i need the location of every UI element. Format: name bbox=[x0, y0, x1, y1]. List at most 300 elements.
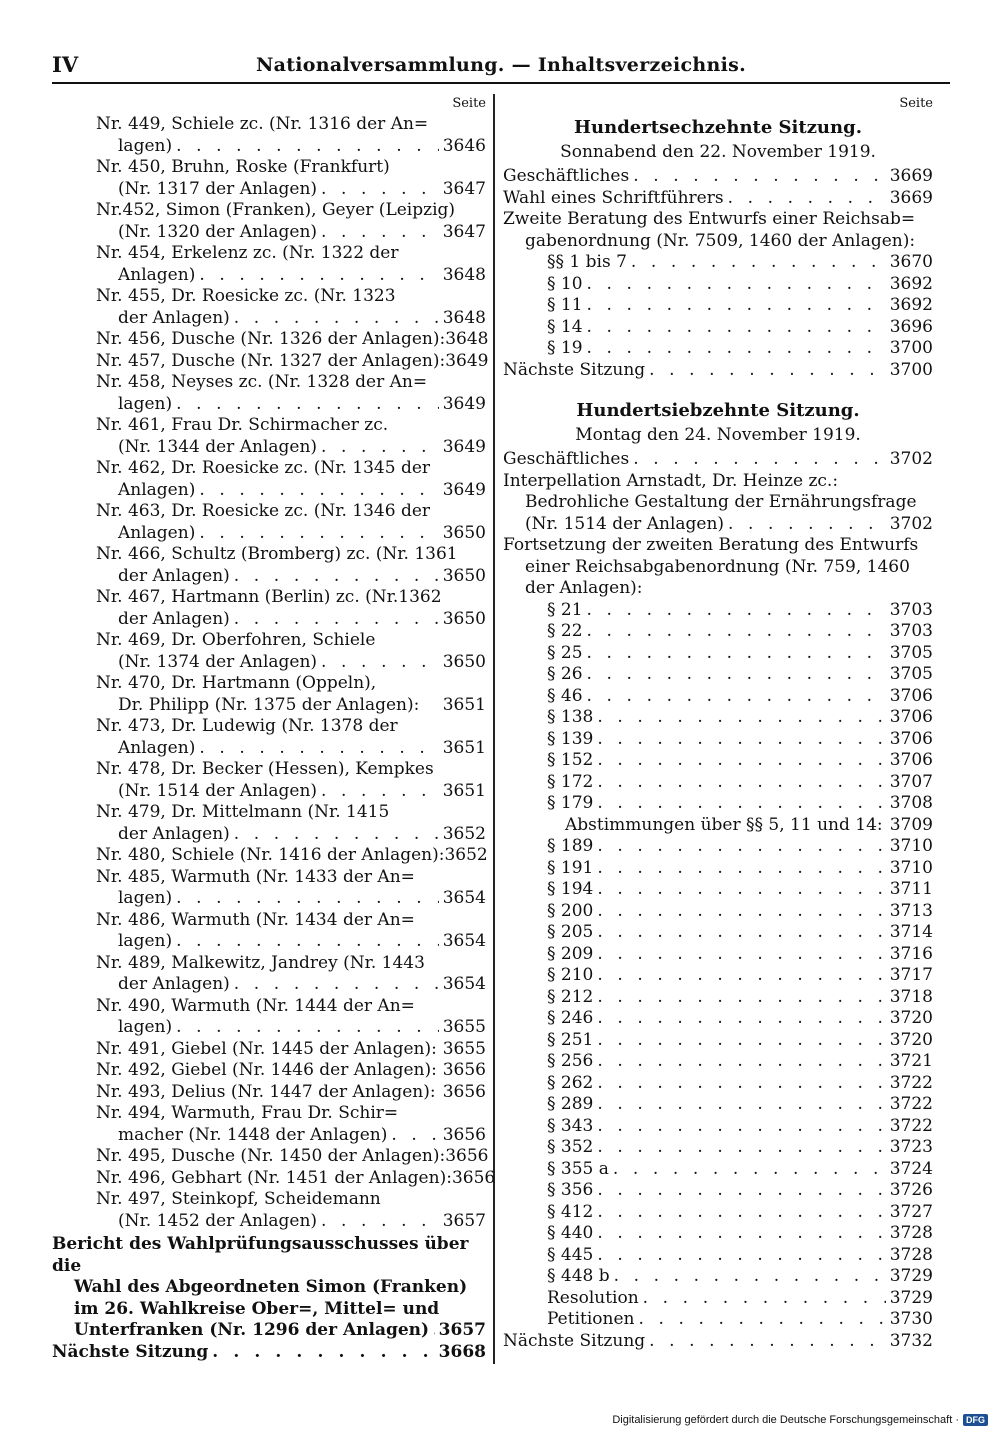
paragraph-entry bbox=[503, 707, 933, 729]
page-ref: 3656 bbox=[442, 1124, 486, 1145]
toc-line bbox=[96, 1039, 486, 1061]
beratung-line: gabenordnung (Nr. 7509, 1460 der Anlagen): bbox=[525, 230, 916, 251]
page-ref: 3652 bbox=[444, 845, 488, 865]
page-ref: 3706 bbox=[889, 685, 933, 706]
paragraph-entry bbox=[503, 1073, 933, 1095]
item-label: Anlagen) bbox=[118, 522, 196, 543]
toc-line bbox=[96, 845, 486, 867]
page-ref: 3721 bbox=[889, 1051, 933, 1071]
fortsetzung-line: der Anlagen): bbox=[525, 578, 643, 598]
page-ref: 3713 bbox=[889, 900, 933, 921]
page-ref: 3729 bbox=[889, 1266, 933, 1286]
item-label: Anlagen) bbox=[118, 264, 196, 285]
paragraph-entry bbox=[503, 1051, 933, 1073]
item-label: § 138 bbox=[547, 707, 594, 727]
item-label: § 11 bbox=[547, 295, 583, 315]
leader-dots bbox=[199, 523, 438, 545]
leader-dots bbox=[597, 922, 885, 944]
item-label: Resolution bbox=[547, 1287, 639, 1308]
item-label: lagen) bbox=[118, 888, 173, 908]
item-label: § 440 bbox=[547, 1223, 594, 1243]
leader-dots bbox=[728, 514, 886, 536]
toc-line bbox=[96, 781, 486, 803]
toc-entry bbox=[52, 329, 489, 351]
toc-line bbox=[96, 1167, 496, 1190]
leader-dots bbox=[321, 652, 439, 674]
leader-dots bbox=[321, 1211, 439, 1233]
paragraph-entry bbox=[503, 295, 933, 317]
entry-first-line: Nr. 450, Bruhn, Roske (Frankfurt) bbox=[96, 157, 390, 177]
leader-dots bbox=[597, 944, 885, 966]
page-ref: 3706 bbox=[889, 750, 933, 770]
entry-first-line: Nr.452, Simon (Franken), Geyer (Leipzig) bbox=[96, 200, 456, 220]
page-ref: 3696 bbox=[889, 316, 933, 337]
naechste-label: Nächste Sitzung bbox=[503, 359, 646, 380]
item-label: § 152 bbox=[547, 750, 594, 770]
left-column bbox=[52, 94, 496, 1363]
entry-first-line: Nr. 485, Warmuth (Nr. 1433 der An= bbox=[96, 866, 415, 887]
page-ref: 3652 bbox=[442, 823, 486, 844]
item-label: § 289 bbox=[547, 1094, 594, 1114]
item-label: § 194 bbox=[547, 879, 594, 899]
toc-line bbox=[96, 136, 486, 158]
paragraph-entry bbox=[503, 944, 933, 966]
leader-dots bbox=[587, 643, 886, 665]
item-label: § 14 bbox=[547, 316, 583, 337]
item-label: § 412 bbox=[547, 1201, 594, 1222]
page-ref: 3705 bbox=[889, 664, 933, 684]
paragraph-entry bbox=[503, 858, 933, 880]
toc-line bbox=[96, 609, 486, 631]
page-number: IV bbox=[52, 52, 79, 77]
page-ref: 3648 bbox=[442, 307, 486, 328]
leader-dots bbox=[234, 609, 439, 631]
leader-dots bbox=[649, 360, 886, 382]
leader-dots bbox=[587, 274, 886, 296]
entry-first-line: Nr. 458, Neyses zc. (Nr. 1328 der An= bbox=[96, 372, 428, 392]
item-label: § 256 bbox=[547, 1051, 594, 1071]
page-ref: 3656 bbox=[445, 1146, 489, 1166]
item-label: Nr. 492, Giebel (Nr. 1446 der Anlagen): bbox=[96, 1060, 437, 1080]
paragraph-entry bbox=[503, 987, 933, 1009]
leader-dots bbox=[321, 781, 439, 803]
page-ref: 3647 bbox=[442, 178, 486, 199]
page-ref: 3716 bbox=[889, 943, 933, 964]
page-ref: 3732 bbox=[889, 1330, 933, 1351]
page-ref: 3647 bbox=[442, 221, 486, 242]
toc-line bbox=[96, 695, 486, 717]
paragraph-entry bbox=[503, 965, 933, 987]
leader-dots bbox=[321, 437, 439, 459]
item-label: Nr. 495, Dusche (Nr. 1450 der Anlagen): bbox=[96, 1146, 446, 1166]
item-label: (Nr. 1452 der Anlagen) bbox=[118, 1210, 318, 1231]
leader-dots bbox=[176, 1017, 439, 1039]
leader-dots bbox=[638, 1309, 885, 1331]
naechste-sitzung-s1 bbox=[503, 360, 933, 382]
interpellation-last-line bbox=[503, 514, 933, 536]
fortsetzung-heading bbox=[503, 535, 933, 600]
leader-dots bbox=[643, 1288, 886, 1310]
item-label: macher (Nr. 1448 der Anlagen) bbox=[118, 1124, 388, 1145]
entry-first-line: Nr. 489, Malkewitz, Jandrey (Nr. 1443 bbox=[96, 952, 425, 973]
page-ref: 3710 bbox=[889, 836, 933, 856]
leader-dots bbox=[613, 1159, 886, 1181]
leader-dots bbox=[597, 707, 885, 729]
toc-entry bbox=[52, 1146, 489, 1168]
paragraph-entry bbox=[503, 836, 933, 858]
item-label: Geschäftliches bbox=[503, 449, 630, 469]
paragraph-entry bbox=[503, 621, 933, 643]
page-ref: 3649 bbox=[442, 393, 486, 414]
item-label: § 448 b bbox=[547, 1266, 610, 1286]
item-label: Nr. 491, Giebel (Nr. 1445 der Anlagen): bbox=[96, 1038, 437, 1059]
toc-line bbox=[96, 350, 489, 373]
geschaeftliches-s2 bbox=[503, 449, 933, 471]
item-label: Nr. 493, Delius (Nr. 1447 der Anlagen): bbox=[96, 1081, 436, 1102]
leader-dots bbox=[728, 188, 886, 210]
item-label: § 209 bbox=[547, 943, 594, 964]
paragraph-entry bbox=[503, 922, 933, 944]
page-ref: 3650 bbox=[442, 651, 486, 672]
leader-dots bbox=[597, 729, 885, 751]
leader-dots bbox=[597, 1180, 885, 1202]
entry-first-line: Nr. 463, Dr. Roesicke zc. (Nr. 1346 der bbox=[96, 501, 431, 521]
page-ref: 3649 bbox=[442, 479, 486, 500]
paragraph-entry bbox=[503, 274, 933, 296]
item-label: Nr. 456, Dusche (Nr. 1326 der Anlagen): bbox=[96, 329, 446, 349]
leader-dots bbox=[587, 295, 886, 317]
page-ref: 3707 bbox=[889, 771, 933, 792]
leader-dots bbox=[597, 1030, 885, 1052]
naechste-label: Nächste Sitzung bbox=[503, 1330, 646, 1351]
page-ref: 3720 bbox=[889, 1008, 933, 1028]
page-ref: 3655 bbox=[442, 1038, 486, 1059]
item-label: § 246 bbox=[547, 1008, 594, 1028]
paragraph-entry bbox=[503, 1159, 933, 1181]
toc-entry bbox=[52, 114, 486, 157]
dfg-logo: DFG bbox=[963, 1414, 988, 1426]
interpellation-line: Interpellation Arnstadt, Dr. Heinze zc.: bbox=[503, 470, 839, 491]
leader-dots bbox=[597, 1202, 885, 1224]
item-label: § 352 bbox=[547, 1137, 594, 1157]
toc-entry bbox=[52, 544, 486, 587]
item-label: § 355 a bbox=[547, 1158, 609, 1179]
item-label: der Anlagen) bbox=[118, 608, 230, 629]
paragraph-entry bbox=[503, 1223, 933, 1245]
leader-dots bbox=[321, 222, 439, 244]
toc-line bbox=[96, 222, 486, 244]
digitization-footer bbox=[612, 1414, 988, 1426]
paragraph-entry bbox=[503, 879, 933, 901]
toc-entry bbox=[52, 1039, 486, 1061]
toc-line bbox=[96, 1125, 486, 1147]
item-label: (Nr. 1374 der Anlagen) bbox=[118, 651, 318, 672]
leader-dots bbox=[176, 931, 439, 953]
leader-dots bbox=[597, 750, 885, 772]
entry-first-line: Nr. 462, Dr. Roesicke zc. (Nr. 1345 der bbox=[96, 458, 431, 478]
page-ref: 3717 bbox=[889, 965, 933, 985]
toc-entry bbox=[52, 867, 486, 910]
item-label: § 200 bbox=[547, 900, 594, 921]
toc-entry bbox=[52, 372, 486, 415]
paragraph-entry bbox=[503, 1116, 933, 1138]
entry-first-line: Nr. 473, Dr. Ludewig (Nr. 1378 der bbox=[96, 716, 398, 736]
naechste-sitzung-left bbox=[52, 1342, 486, 1364]
toc-line bbox=[96, 308, 486, 330]
item-label: der Anlagen) bbox=[118, 565, 230, 586]
paragraph-entry bbox=[503, 317, 933, 339]
bericht-line: Bericht des Wahlprüfungsausschusses über die bbox=[52, 1234, 469, 1276]
leader-dots bbox=[587, 664, 886, 686]
leader-dots bbox=[597, 965, 885, 987]
session2-paragraphs-b bbox=[503, 836, 933, 1288]
leader-dots bbox=[597, 1051, 885, 1073]
toc-line bbox=[96, 480, 486, 502]
leader-dots bbox=[597, 1116, 885, 1138]
leader-dots bbox=[234, 566, 439, 588]
leader-dots bbox=[587, 600, 886, 622]
leader-dots bbox=[587, 621, 886, 643]
toc-line bbox=[96, 265, 486, 287]
leader-dots bbox=[234, 824, 439, 846]
paragraph-entry bbox=[503, 664, 933, 686]
item-label: § 210 bbox=[547, 965, 594, 985]
leader-dots bbox=[649, 1331, 886, 1353]
page-ref: 3700 bbox=[889, 338, 933, 358]
item-label: § 251 bbox=[547, 1029, 594, 1050]
paragraph-entry bbox=[503, 600, 933, 622]
toc-line bbox=[96, 523, 486, 545]
page-ref: 3651 bbox=[442, 694, 486, 715]
item-label: § 172 bbox=[547, 771, 594, 792]
toc-entry bbox=[52, 673, 486, 716]
page-ref: 3703 bbox=[889, 621, 933, 641]
fortsetzung-line: einer Reichsabgabenordnung (Nr. 759, 1460 bbox=[525, 556, 910, 577]
item-label: § 25 bbox=[547, 642, 583, 663]
paragraph-entry bbox=[503, 1245, 933, 1267]
running-title: Nationalversammlung. — Inhaltsverzeichnis. bbox=[255, 54, 747, 76]
page-ref: 3705 bbox=[889, 642, 933, 663]
leader-dots bbox=[234, 974, 439, 996]
toc-line bbox=[503, 166, 933, 188]
item-label: Nr. 480, Schiele (Nr. 1416 der Anlagen): bbox=[96, 845, 445, 865]
toc-entry bbox=[52, 910, 486, 953]
item-label: § 212 bbox=[547, 986, 594, 1007]
bericht-entry bbox=[52, 1234, 486, 1342]
paragraph-entry bbox=[503, 1094, 933, 1116]
leader-dots bbox=[597, 987, 885, 1009]
page-ref: 3727 bbox=[889, 1201, 933, 1222]
toc-line bbox=[96, 1060, 486, 1082]
page-ref: 3722 bbox=[889, 1115, 933, 1136]
toc-line bbox=[96, 1211, 486, 1233]
item-label: § 262 bbox=[547, 1072, 594, 1093]
item-label: lagen) bbox=[118, 931, 173, 951]
footer-text: Digitalisierung gefördert durch die Deutsche Forschungsgemeinschaft · bbox=[612, 1414, 959, 1426]
leader-dots bbox=[597, 1137, 885, 1159]
leader-dots bbox=[633, 449, 886, 471]
interpellation-last-text: (Nr. 1514 der Anlagen) bbox=[525, 513, 725, 534]
toc-entry bbox=[52, 1189, 486, 1232]
page-ref: 3648 bbox=[445, 329, 489, 349]
page-ref: 3720 bbox=[889, 1029, 933, 1050]
item-label: lagen) bbox=[118, 1017, 173, 1037]
session-title: Hundertsiebzehnte Sitzung. bbox=[576, 400, 860, 421]
toc-line bbox=[96, 329, 489, 351]
page-ref: 3657 bbox=[442, 1210, 486, 1231]
header-rule bbox=[52, 82, 950, 84]
page-ref: 3656 bbox=[442, 1081, 486, 1102]
page-ref: 3714 bbox=[889, 922, 933, 942]
toc-entry bbox=[52, 996, 486, 1039]
entry-first-line: Nr. 449, Schiele zc. (Nr. 1316 der An= bbox=[96, 114, 429, 134]
item-label: § 26 bbox=[547, 664, 583, 684]
page-ref: 3650 bbox=[442, 565, 486, 586]
page-ref: 3718 bbox=[889, 986, 933, 1007]
item-label: (Nr. 1317 der Anlagen) bbox=[118, 178, 318, 199]
entry-first-line: Nr. 486, Warmuth (Nr. 1434 der An= bbox=[96, 909, 415, 930]
toc-line bbox=[96, 888, 486, 910]
session-title: Hundertsechzehnte Sitzung. bbox=[574, 117, 862, 138]
item-label: der Anlagen) bbox=[118, 307, 230, 328]
toc-line bbox=[96, 738, 486, 760]
leader-dots bbox=[597, 901, 885, 923]
page-ref: 3656 bbox=[442, 1060, 486, 1080]
item-label: § 10 bbox=[547, 273, 583, 294]
item-label: (Nr. 1344 der Anlagen) bbox=[118, 436, 318, 457]
paragraph-entry bbox=[503, 252, 933, 274]
leader-dots bbox=[212, 1342, 434, 1364]
leader-dots bbox=[597, 1073, 885, 1095]
page-ref: 3692 bbox=[889, 273, 933, 294]
page-ref: 3648 bbox=[442, 264, 486, 285]
item-label: § 343 bbox=[547, 1115, 594, 1136]
item-label: Dr. Philipp (Nr. 1375 der Anlagen): bbox=[118, 694, 420, 715]
toc-line bbox=[96, 974, 486, 996]
entry-first-line: Nr. 469, Dr. Oberfohren, Schiele bbox=[96, 630, 376, 650]
toc-entry bbox=[52, 1082, 486, 1104]
page-ref: 3702 bbox=[889, 449, 933, 469]
toc-entry bbox=[52, 200, 486, 243]
page-ref: 3657 bbox=[438, 1320, 486, 1340]
toc-entry bbox=[52, 243, 486, 286]
leader-dots bbox=[633, 166, 886, 188]
toc-line bbox=[96, 394, 486, 416]
page-ref: 3655 bbox=[442, 1017, 486, 1037]
paragraph-entry bbox=[503, 686, 933, 708]
page-ref: 3649 bbox=[442, 436, 486, 457]
item-label: lagen) bbox=[118, 393, 173, 414]
page-ref: 3729 bbox=[889, 1287, 933, 1308]
item-label: § 445 bbox=[547, 1244, 594, 1265]
paragraph-entry bbox=[503, 729, 933, 751]
page-ref: 3649 bbox=[445, 350, 489, 371]
entry-first-line: Nr. 490, Warmuth (Nr. 1444 der An= bbox=[96, 995, 415, 1016]
section-spacer bbox=[503, 381, 933, 397]
session-date: Sonnabend den 22. November 1919. bbox=[560, 142, 876, 162]
leader-dots bbox=[597, 772, 885, 794]
page-ref: 3669 bbox=[889, 187, 933, 208]
beratung-line: Zweite Beratung des Entwurfs einer Reichsab= bbox=[503, 209, 916, 229]
page-ref: 3706 bbox=[889, 728, 933, 749]
entry-first-line: Nr. 455, Dr. Roesicke zc. (Nr. 1323 bbox=[96, 286, 396, 306]
leader-dots bbox=[597, 1008, 885, 1030]
page-ref: 3692 bbox=[889, 295, 933, 315]
leader-dots bbox=[176, 136, 439, 158]
toc-line bbox=[96, 179, 486, 201]
page-ref: 3709 bbox=[889, 814, 933, 835]
page-ref: 3711 bbox=[889, 879, 933, 899]
toc-entry bbox=[52, 953, 486, 996]
item-label: § 139 bbox=[547, 728, 594, 749]
right-column bbox=[503, 94, 933, 1352]
item-label: lagen) bbox=[118, 135, 173, 156]
leader-dots bbox=[199, 265, 438, 287]
leader-dots bbox=[391, 1125, 438, 1147]
page-ref: 3703 bbox=[889, 599, 933, 620]
toc-entry bbox=[52, 350, 489, 373]
leader-dots bbox=[587, 686, 886, 708]
seite-label: Seite bbox=[899, 96, 933, 111]
interpellation-entry bbox=[503, 471, 933, 536]
fortsetzung-line: Fortsetzung der zweiten Beratung des Entwurfs bbox=[503, 535, 919, 555]
page-ref: 3654 bbox=[442, 931, 486, 951]
page-ref: 3700 bbox=[889, 359, 933, 380]
bericht-last-line bbox=[52, 1320, 486, 1342]
toc-line bbox=[96, 931, 486, 953]
item-label: Anlagen) bbox=[118, 737, 196, 758]
entry-first-line: Nr. 494, Warmuth, Frau Dr. Schir= bbox=[96, 1103, 399, 1123]
page-ref: 3726 bbox=[889, 1180, 933, 1200]
toc-entry bbox=[52, 1167, 496, 1190]
bericht-line: Wahl des Abgeordneten Simon (Franken) bbox=[74, 1277, 468, 1297]
page-ref: 3651 bbox=[442, 780, 486, 801]
page-ref: 3728 bbox=[889, 1244, 933, 1265]
entry-first-line: Nr. 478, Dr. Becker (Hessen), Kempkes bbox=[96, 759, 434, 779]
item-label: § 21 bbox=[547, 599, 583, 620]
page-ref: 3706 bbox=[889, 707, 933, 727]
item-label: Wahl eines Schriftführers bbox=[503, 187, 724, 208]
page-ref: 3670 bbox=[889, 252, 933, 272]
item-label: Abstimmungen über §§ 5, 11 und 14: bbox=[565, 814, 883, 835]
toc-entry bbox=[52, 630, 486, 673]
naechste-sitzung-s2 bbox=[503, 1331, 933, 1353]
petitionen-entry bbox=[503, 1309, 933, 1331]
item-label: Nr. 496, Gebhart (Nr. 1451 der Anlagen): bbox=[96, 1167, 452, 1188]
page-ref: 3728 bbox=[889, 1223, 933, 1243]
paragraph-entry bbox=[503, 643, 933, 665]
page-ref: 3654 bbox=[442, 974, 486, 994]
toc-entry bbox=[52, 415, 486, 458]
page-ref: 3654 bbox=[442, 888, 486, 908]
bericht-line: im 26. Wahlkreise Ober=, Mittel= und bbox=[74, 1298, 440, 1319]
entry-first-line: Nr. 461, Frau Dr. Schirmacher zc. bbox=[96, 415, 389, 435]
leader-dots bbox=[234, 308, 439, 330]
toc-line bbox=[96, 566, 486, 588]
seite-label: Seite bbox=[452, 96, 486, 111]
toc-entry bbox=[52, 157, 486, 200]
item-label: §§ 1 bis 7 bbox=[547, 252, 627, 272]
item-label: § 189 bbox=[547, 836, 594, 856]
item-label: § 46 bbox=[547, 685, 583, 706]
item-label: Nr. 457, Dusche (Nr. 1327 der Anlagen): bbox=[96, 350, 446, 371]
page-ref: 3702 bbox=[889, 513, 933, 534]
paragraph-entry bbox=[503, 1202, 933, 1224]
item-label: § 205 bbox=[547, 922, 594, 942]
leader-dots bbox=[597, 793, 885, 815]
toc-entry bbox=[52, 501, 486, 544]
leader-dots bbox=[199, 738, 438, 760]
